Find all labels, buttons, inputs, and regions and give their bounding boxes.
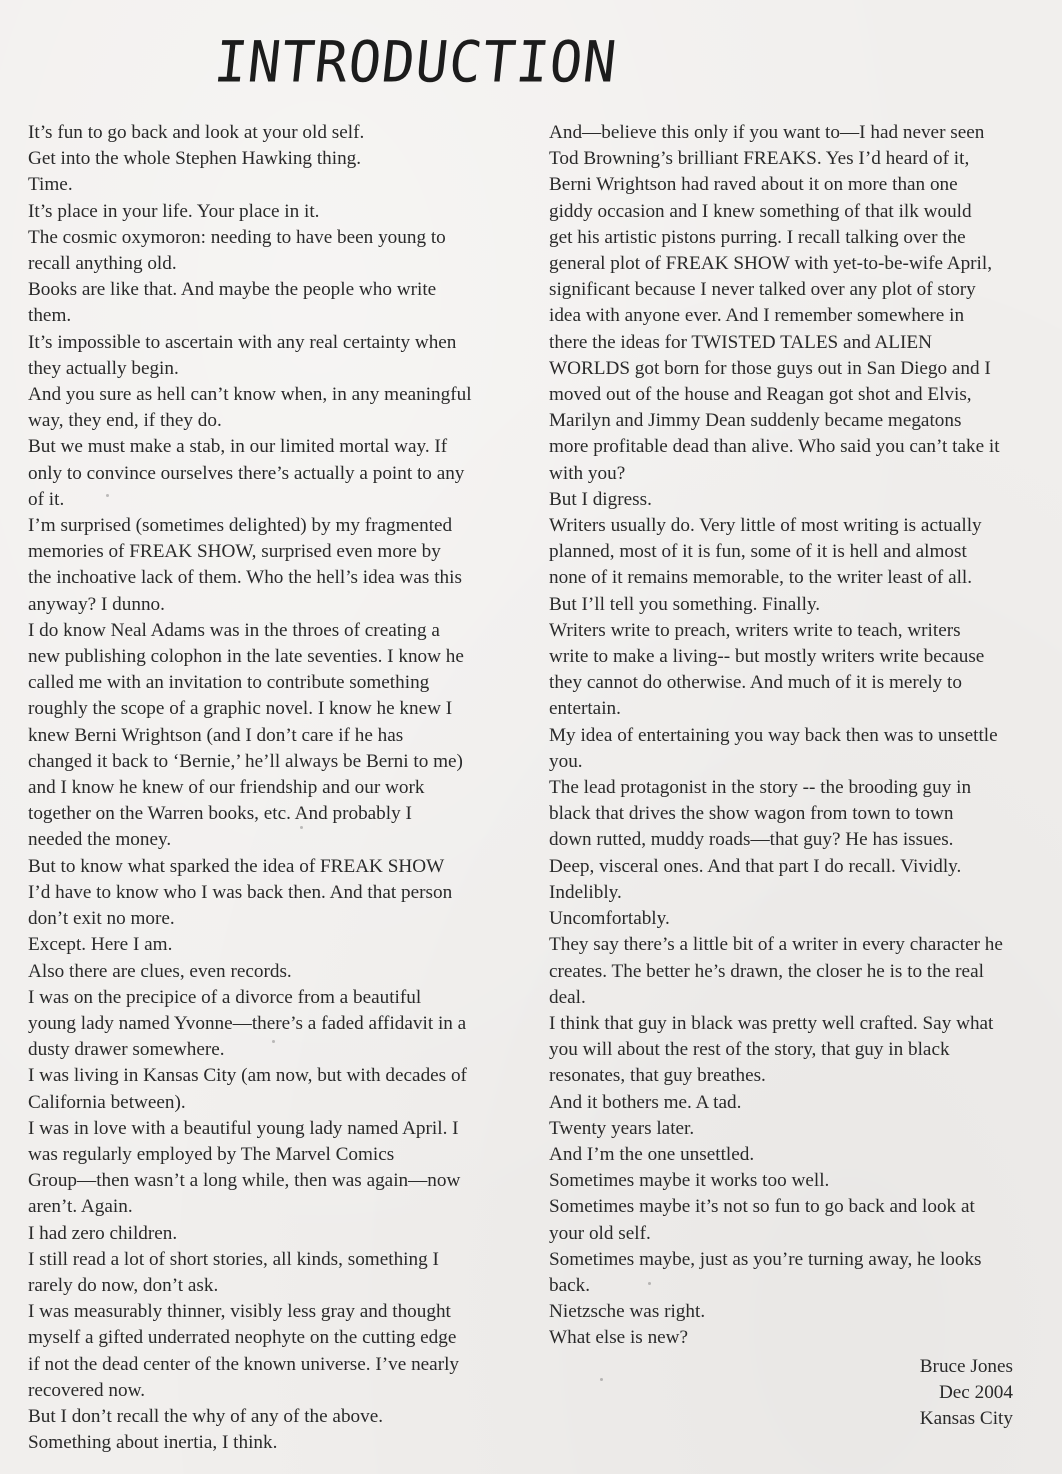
text-line: planned, most of it is fun, some of it is hell and almost	[549, 541, 967, 563]
text-line: I was measurably thinner, visibly less gray and thought	[28, 1301, 451, 1323]
text-line: My idea of entertaining you way back then was to unsettle	[549, 724, 998, 746]
text-line: resonates, that guy breathes.	[549, 1065, 766, 1087]
text-line: Deep, visceral ones. And that part I do recall. Vividly.	[549, 855, 962, 877]
text-line: back.	[549, 1274, 591, 1296]
text-line: I was on the precipice of a divorce from a beautiful	[28, 986, 422, 1008]
text-line: the inchoative lack of them. Who the hell’s idea was this	[28, 567, 462, 589]
text-line: together on the Warren books, etc. And probably I	[28, 803, 412, 825]
text-line: more profitable dead than alive. Who said you can’t take it	[549, 436, 1000, 458]
text-line: you will about the rest of the story, that guy in black	[549, 1039, 950, 1061]
text-line: Indelibly.	[549, 881, 622, 903]
text-line: And it bothers me. A tad.	[549, 1091, 742, 1113]
text-line: Also there are clues, even records.	[28, 960, 292, 982]
signature-date: Dec 2004	[938, 1382, 1013, 1404]
text-line: Sometimes maybe, just as you’re turning away, he looks	[549, 1248, 982, 1270]
text-line: And I’m the one unsettled.	[549, 1143, 755, 1165]
text-line: California between).	[28, 1091, 186, 1113]
text-line: But to know what sparked the idea of FREAK SHOW	[28, 855, 445, 877]
text-line: I had zero children.	[28, 1222, 178, 1244]
text-line: idea with anyone ever. And I remember somewhere in	[549, 305, 965, 327]
text-line: Except. Here I am.	[28, 934, 173, 956]
text-line: they actually begin.	[28, 357, 179, 379]
text-line: recovered now.	[28, 1379, 146, 1401]
text-line: recall anything old.	[28, 253, 177, 275]
text-line: and I know he knew of our friendship and our work	[28, 777, 425, 799]
text-line: But we must make a stab, in our limited mortal way. If	[28, 436, 448, 458]
author-name: Bruce Jones	[919, 1356, 1013, 1377]
text-line: And you sure as hell can’t know when, in any meaningful	[28, 384, 472, 406]
text-line: Time.	[28, 174, 73, 196]
text-line: I’m surprised (sometimes delighted) by my fragmented	[28, 515, 453, 537]
text-line: general plot of FREAK SHOW with yet-to-be-wife April,	[549, 253, 993, 275]
text-line: But I’ll tell you something. Finally.	[549, 593, 821, 615]
right-text-column	[549, 120, 1054, 1352]
text-line: anyway? I dunno.	[28, 593, 165, 615]
text-line: get his artistic pistons purring. I recall talking over the	[549, 226, 966, 248]
text-line: Sometimes maybe it works too well.	[549, 1170, 830, 1192]
text-line: you.	[549, 750, 583, 772]
text-line: What else is new?	[549, 1327, 689, 1349]
text-line: Marilyn and Jimmy Dean suddenly became megatons	[549, 410, 962, 432]
text-line: memories of FREAK SHOW, surprised even more by	[28, 541, 441, 563]
paper-speck	[648, 1282, 651, 1285]
text-line: black that drives the show wagon from town to town	[549, 803, 954, 825]
text-line: changed it back to ‘Bernie,’ he’ll always be Berni to me)	[28, 750, 463, 772]
text-line: if not the dead center of the known universe. I’ve nearly	[28, 1353, 460, 1375]
text-line: Sometimes maybe it’s not so fun to go back and look at	[549, 1196, 975, 1218]
text-line: Writers usually do. Very little of most writing is actually	[549, 515, 982, 537]
text-line: I’d have to know who I was back then. And that person	[28, 881, 453, 903]
text-line: young lady named Yvonne—there’s a faded affidavit in a	[28, 1012, 467, 1034]
text-line: needed the money.	[28, 829, 172, 851]
text-line: I do know Neal Adams was in the throes of creating a	[28, 619, 440, 641]
text-line: Writers write to preach, writers write to teach, writers	[549, 619, 961, 641]
text-line: moved out of the house and Reagan got shot and Elvis,	[549, 384, 972, 406]
signature-block	[793, 1354, 1013, 1433]
text-line: dusty drawer somewhere.	[28, 1039, 225, 1061]
text-line: significant because I never talked over any plot of story	[549, 279, 976, 301]
text-line: It’s impossible to ascertain with any real certainty when	[28, 331, 457, 353]
text-line: But I don’t recall the why of any of the above.	[28, 1405, 384, 1427]
text-line: I was in love with a beautiful young lady named April. I	[28, 1117, 459, 1139]
text-line: And—believe this only if you want to—I had never seen	[549, 122, 985, 143]
text-line: Uncomfortably.	[549, 908, 670, 930]
text-line: I still read a lot of short stories, all kinds, something I	[28, 1248, 439, 1270]
text-line: new publishing colophon in the late seventies. I know he	[28, 646, 464, 668]
text-line: aren’t. Again.	[28, 1196, 133, 1218]
text-line: WORLDS got born for those guys out in San Diego and I	[549, 357, 991, 379]
text-line: But I digress.	[549, 488, 652, 510]
text-line: Something about inertia, I think.	[28, 1432, 278, 1454]
text-line: It’s fun to go back and look at your old self.	[28, 122, 365, 143]
text-line: I was living in Kansas City (am now, but with decades of	[28, 1065, 467, 1087]
text-line: Get into the whole Stephen Hawking thing.	[28, 148, 362, 170]
text-line: they cannot do otherwise. And much of it is merely to	[549, 672, 962, 694]
text-line: called me with an invitation to contribute something	[28, 672, 430, 694]
text-line: Books are like that. And maybe the people who write	[28, 279, 437, 301]
left-text-column	[28, 120, 528, 1456]
text-line: Twenty years later.	[549, 1117, 695, 1139]
text-line: down rutted, muddy roads—that guy? He has issues.	[549, 829, 954, 851]
text-line: myself a gifted underrated neophyte on the cutting edge	[28, 1327, 457, 1349]
text-line: there the ideas for TWISTED TALES and ALIEN	[549, 331, 932, 353]
text-line: entertain.	[549, 698, 621, 720]
text-line: The lead protagonist in the story -- the brooding guy in	[549, 777, 972, 799]
text-line: roughly the scope of a graphic novel. I know he knew I	[28, 698, 453, 720]
text-line: giddy occasion and I knew something of that ilk would	[549, 200, 972, 222]
text-line: deal.	[549, 986, 586, 1008]
text-line: with you?	[549, 462, 626, 484]
text-line: only to convince ourselves there’s actually a point to any	[28, 462, 465, 484]
text-line: knew Berni Wrightson (and I don’t care if he has	[28, 724, 404, 746]
text-line: They say there’s a little bit of a writer in every character he	[549, 934, 1003, 956]
page-title: INTRODUCTION	[211, 28, 621, 96]
text-line: It’s place in your life. Your place in it.	[28, 200, 320, 222]
text-line: Nietzsche was right.	[549, 1301, 706, 1323]
text-line: Group—then wasn’t a long while, then was again—now	[28, 1170, 461, 1192]
paper-speck	[300, 826, 303, 829]
text-line: don’t exit no more.	[28, 908, 175, 930]
text-line: The cosmic oxymoron: needing to have been young to	[28, 226, 446, 248]
text-line: was regularly employed by The Marvel Comics	[28, 1143, 395, 1165]
text-line: I think that guy in black was pretty well crafted. Say what	[549, 1012, 994, 1034]
text-line: rarely do now, don’t ask.	[28, 1274, 219, 1296]
text-line: them.	[28, 305, 72, 327]
text-line: none of it remains memorable, to the writer least of all.	[549, 567, 973, 589]
paper-speck	[106, 494, 109, 497]
text-line: write to make a living-- but mostly writers write because	[549, 646, 985, 668]
text-line: way, they end, if they do.	[28, 410, 222, 432]
text-line: creates. The better he’s drawn, the closer he is to the real	[549, 960, 984, 982]
text-line: of it.	[28, 488, 65, 510]
text-line: Berni Wrightson had raved about it on more than one	[549, 174, 958, 196]
paper-speck	[600, 1378, 603, 1381]
text-line: Tod Browning’s brilliant FREAKS. Yes I’d heard of it,	[549, 148, 970, 170]
signature-place: Kansas City	[919, 1408, 1013, 1430]
paper-speck	[272, 1040, 275, 1043]
text-line: your old self.	[549, 1222, 651, 1244]
